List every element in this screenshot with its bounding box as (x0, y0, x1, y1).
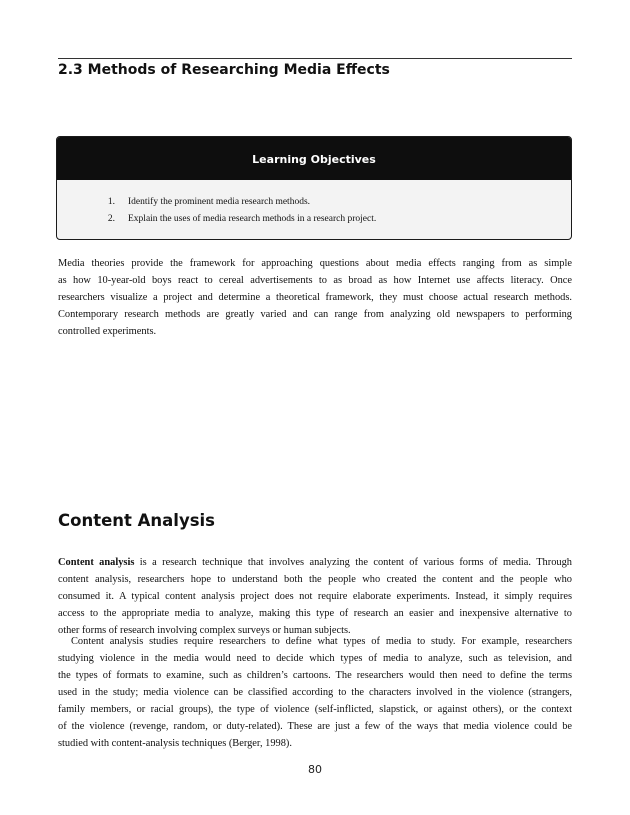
list-item (57, 194, 571, 211)
text-line: of the violence (revenge, random, or duty-related). These are just a few of the ways that media violence could be (58, 721, 572, 732)
text-span: is a research technique that involves analyzing the content of various forms of media. Through (134, 557, 572, 568)
top-rule (58, 58, 572, 59)
content-analysis-paragraph-1 (58, 554, 572, 639)
list-number: 2. (107, 214, 115, 224)
text-line: the types of formats to examine, such as children’s cartoons. The researchers would then need to define the terms (58, 670, 572, 681)
text-line (58, 554, 572, 571)
list-number: 1. (107, 197, 115, 207)
content-analysis-paragraph-2 (58, 633, 572, 752)
text-line: used in the study; media violence can be classified according to the characters involved in the violence (strangers, (58, 687, 572, 698)
text-line: access to the appropriate media to analyze, making this type of research an easier and inexpensive alternative to (58, 608, 572, 619)
text-line: researchers visualize a project and determine a theoretical framework, they must choose actual research methods. (58, 292, 572, 303)
section-title: 2.3 Methods of Researching Media Effects (58, 62, 390, 78)
text-line: content analysis, researchers hope to understand both the people who created the content and the people who (58, 574, 572, 585)
key-term: Content analysis (58, 557, 135, 568)
learning-objectives-heading: Learning Objectives (57, 137, 571, 180)
list-text: Explain the uses of media research methods in a research project. (128, 214, 377, 224)
text-line: Contemporary research methods are greatly varied and can range from analyzing old newspapers to performing (58, 309, 572, 320)
intro-paragraph (58, 255, 572, 340)
text-line: other forms of research involving complex surveys or human subjects. (58, 625, 351, 636)
learning-objectives-list (57, 194, 571, 228)
text-line: as how 10-year-old boys react to cereal advertisements to as broad as how Internet use affects literacy. Once (58, 275, 572, 286)
learning-objectives-box (56, 136, 572, 240)
page-number: 80 (308, 763, 322, 776)
content-analysis-heading: Content Analysis (58, 511, 216, 530)
text-line: consumed it. A typical content analysis project does not require elaborate experiments. Instead, it simply requires (58, 591, 572, 602)
text-line: controlled experiments. (58, 326, 157, 337)
text-line: Content analysis studies require researchers to define what types of media to study. For example, researchers (71, 636, 572, 647)
text-line: Media theories provide the framework for approaching questions about media effects ranging from as simple (58, 258, 572, 269)
text-line: family members, or racial groups), the type of violence (self-inflicted, slapstick, or against others), or the context (58, 704, 572, 715)
text-line: studied with content-analysis techniques (Berger, 1998). (58, 738, 292, 749)
text-line: studying violence in the media would need to decide which types of media to analyze, such as television, and (58, 653, 572, 664)
list-item (57, 211, 571, 228)
list-text: Identify the prominent media research methods. (128, 197, 311, 207)
